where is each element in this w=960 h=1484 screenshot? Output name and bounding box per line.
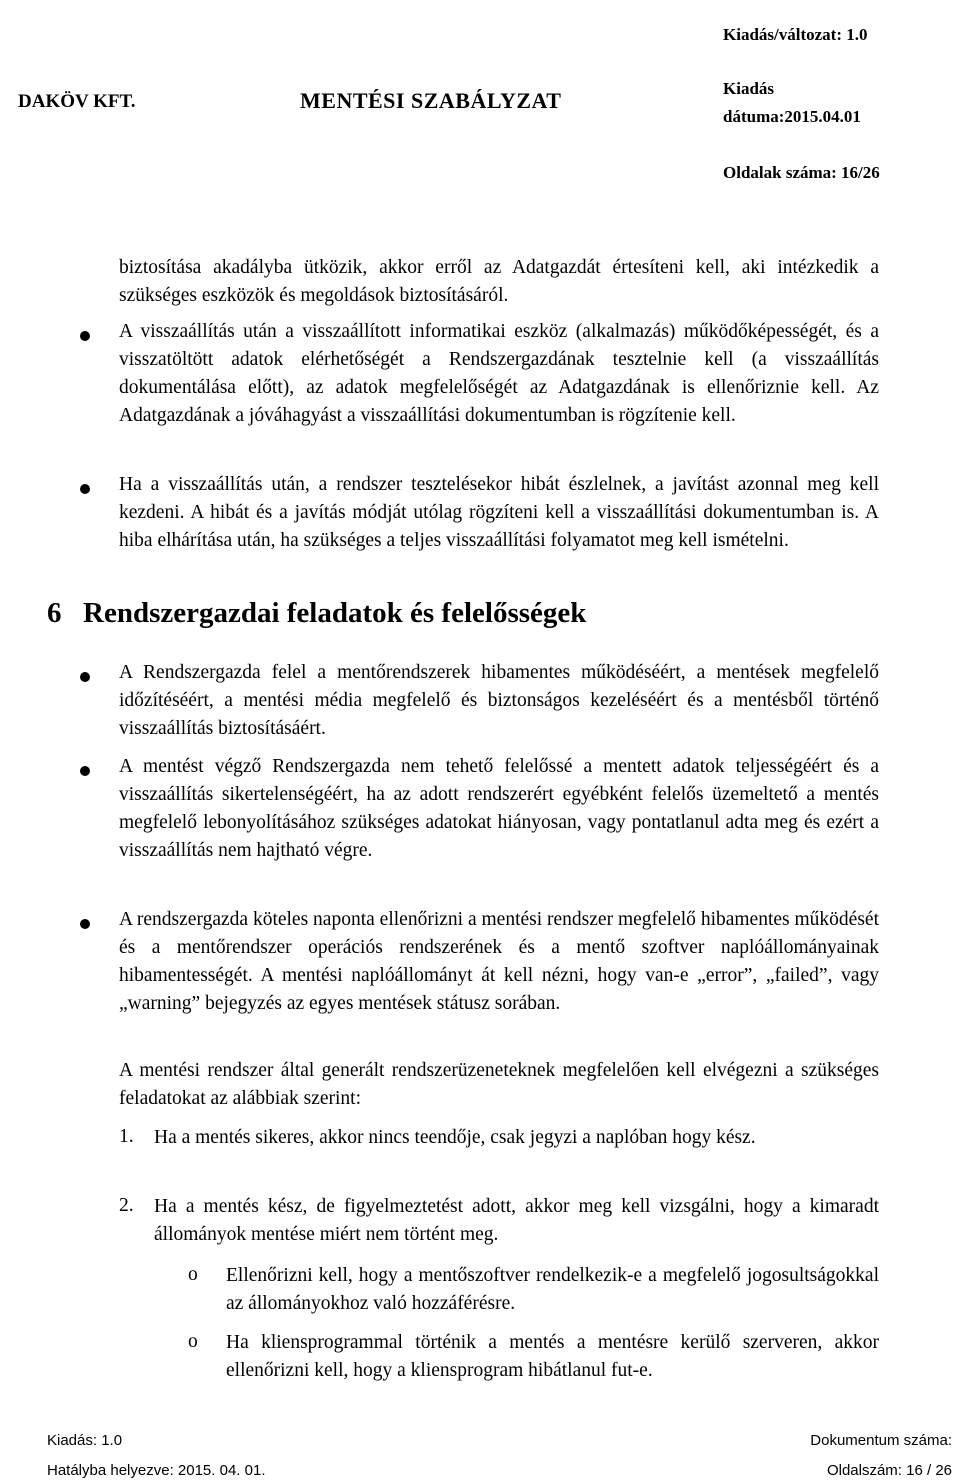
sub-item: Ha kliensprogrammal történik a mentés a mentésre kerülő szerveren, akkor ellenőrizni kell, hogy a kliensprogram hibátlanul fut-e. [226,1332,879,1381]
bullet-marker [80,919,90,929]
intro-paragraph: biztosítása akadályba ütközik, akkor erről az Adatgazdát értesíteni kell, aki intézkedik a szükséges eszközök és megoldások biztosításáról. [119,257,879,306]
list-item: A mentést végző Rendszergazda nem tehető felelőssé a mentett adatok teljességéért és a visszaállítás sikertelenségéért, ha az adott rendszerért egyébként felelős üzemeltető a mentés megfelelő lebonyolításához szükséges adatokat hiányosan, vagy pontatlanul adta meg és ezért a visszaállítás nem hajtható végre. [119,756,879,861]
list-item: A rendszergazda köteles naponta ellenőrizni a mentési rendszer megfelelő hibamentes működését és a mentőrendszer operációs rendszerének és a mentő szoftver naplóállományainak hibamentességét. A mentési naplóállományt át kell nézni, hogy van-e „error”, „failed”, vagy „warning” bejegyzés az egyes mentések státusz sorában. [119,909,879,1014]
list-number: 2. [119,1195,134,1216]
list-number: 1. [119,1126,134,1147]
edition-version: Kiadás/változat: 1.0 [723,25,868,44]
numbered-item: Ha a mentés sikeres, akkor nincs teendője, csak jegyzi a naplóban hogy kész. [154,1127,756,1148]
sub-item-marker: o [188,1331,198,1352]
footer-effective-date: Hatályba helyezve: 2015. 04. 01. [47,1462,266,1479]
numbered-item: Ha a mentés kész, de figyelmeztetést adott, akkor meg kell vizsgálni, hogy a kimaradt állományok mentése miért nem történt meg. [154,1196,879,1245]
edition-date: dátuma:2015.04.01 [723,107,861,126]
page-count: Oldalak száma: 16/26 [723,163,880,182]
section-number: 6 [47,597,62,629]
section-heading [47,597,586,630]
bullet-marker [80,672,90,682]
footer-page-number: Oldalszám: 16 / 26 [826,1462,952,1479]
section-title: Rendszergazdai feladatok és felelősségek [83,597,587,629]
footer-edition: Kiadás: 1.0 [47,1432,123,1449]
bullet-marker [80,484,90,494]
sub-item: Ellenőrizni kell, hogy a mentőszoftver rendelkezik-e a megfelelő jogosultságokkal az állományokhoz való hozzáférésre. [226,1265,879,1314]
sub-item-marker: o [188,1264,198,1285]
list-item: A Rendszergazda felel a mentőrendszerek hibamentes működéséért, a mentések megfelelő időzítéséért, a mentési média megfelelő és biztonságos kezeléséért és a mentésből történő visszaállítás biztosításáért. [119,662,879,739]
document-title: MENTÉSI SZABÁLYZAT [300,88,562,113]
paragraph: A mentési rendszer által generált rendszerüzeneteknek megfelelően kell elvégezni a szükséges feladatokat az alábbiak szerint: [119,1060,879,1109]
page-header [0,0,960,214]
bullet-marker [80,766,90,776]
edition-date-label: Kiadás [723,79,775,98]
company-name: DAKÖV KFT. [18,91,136,112]
list-item: Ha a visszaállítás után, a rendszer tesztelésekor hibát észlelnek, a javítást azonnal meg kell kezdeni. A hibát és a javítás módját utólag rögzíteni kell a visszaállítási dokumentumban is. A hiba elhárítása után, ha szükséges a teljes visszaállítási folyamatot meg kell ismételni. [119,474,879,551]
footer-doc-number: Dokumentum száma: [810,1432,952,1449]
list-item: A visszaállítás után a visszaállított informatikai eszköz (alkalmazás) működőképességét, és a visszatöltött adatok elérhetőségét a Rendszergazdának tesztelnie kell (a visszaállítás dokumentálása előtt), az adatok megfelelőségét az Adatgazdának is ellenőriznie kell. Az Adatgazdának a jóváhagyást a visszaállítási dokumentumban is rögzítenie kell. [119,321,879,426]
bullet-marker [80,331,90,341]
